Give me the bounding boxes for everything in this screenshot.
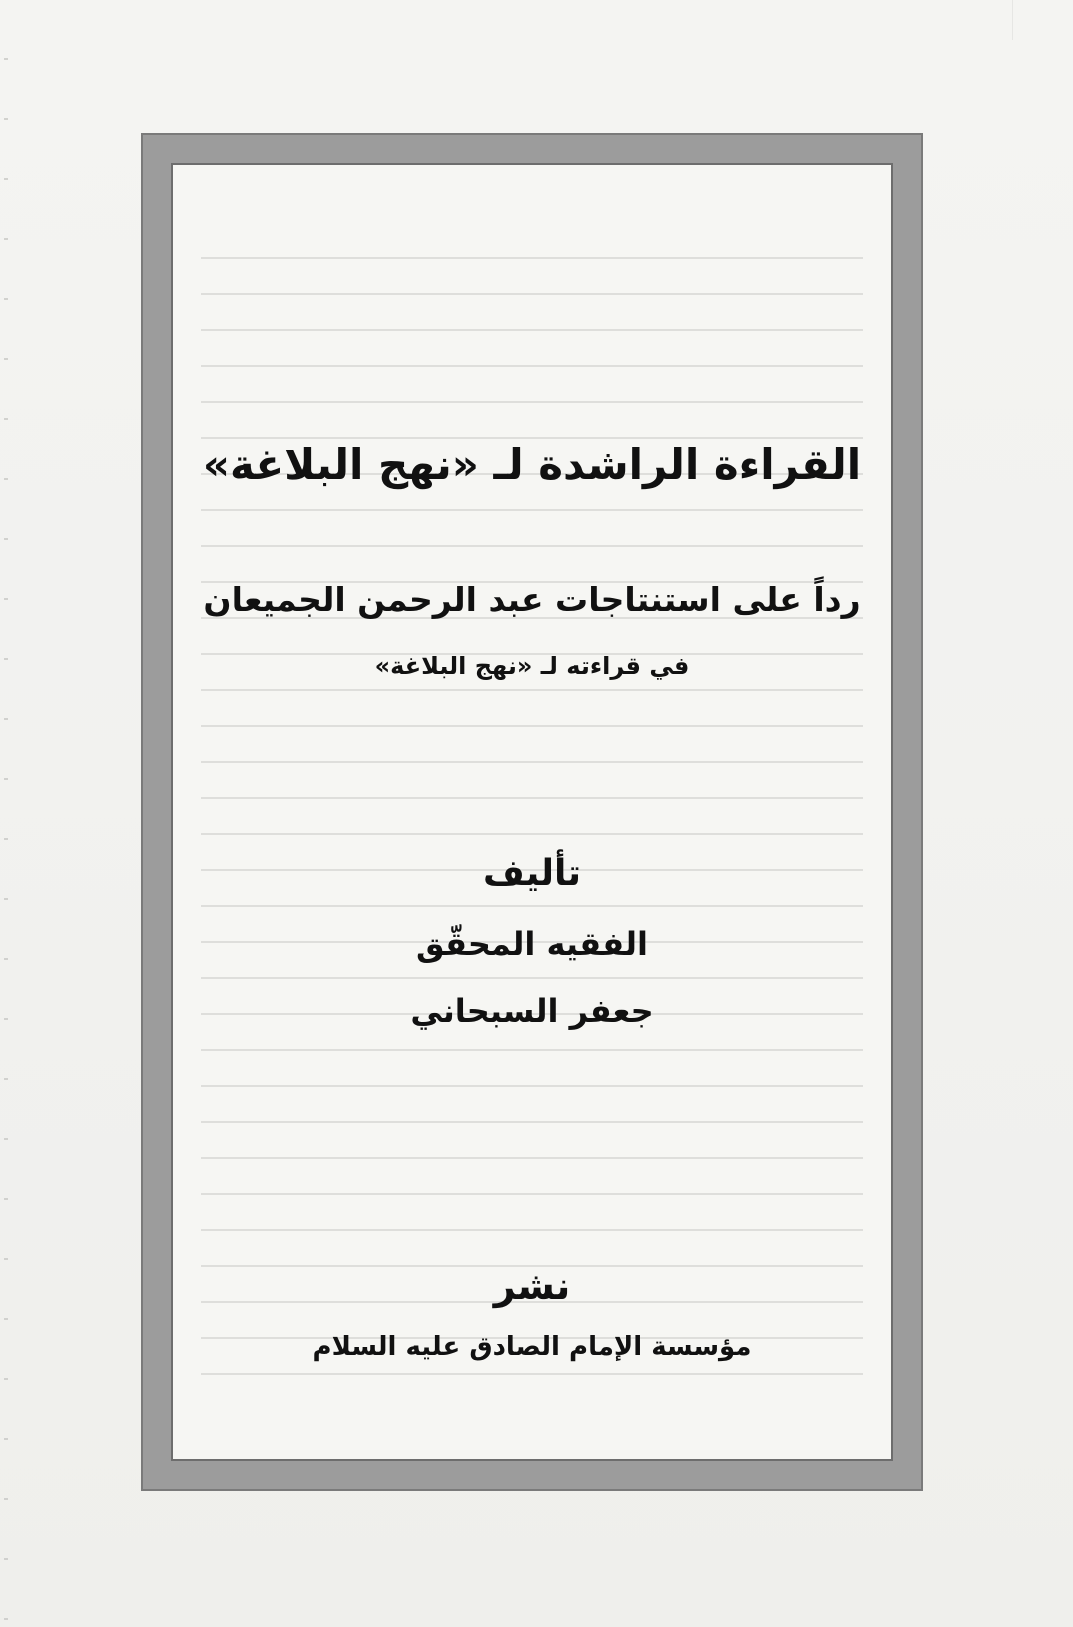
scan-corner-mark: [1012, 0, 1073, 40]
publisher-name: مؤسسة الإمام الصادق عليه السلام: [312, 1332, 752, 1362]
scan-edge-marks: [4, 0, 8, 1627]
book-subtitle-continuation: في قراءته لـ «نهج البلاغة»: [374, 652, 690, 680]
authorship-label: تأليف: [482, 853, 582, 894]
book-subtitle: رداً على استنتاجات عبد الرحمن الجميعان: [203, 580, 861, 619]
author-name: جعفر السبحاني: [410, 992, 654, 1030]
author-honorific: الفقيه المحقّق: [415, 925, 649, 963]
publication-label: نشر: [493, 1264, 571, 1308]
book-title: القراءة الراشدة لـ «نهج البلاغة»: [202, 440, 862, 489]
